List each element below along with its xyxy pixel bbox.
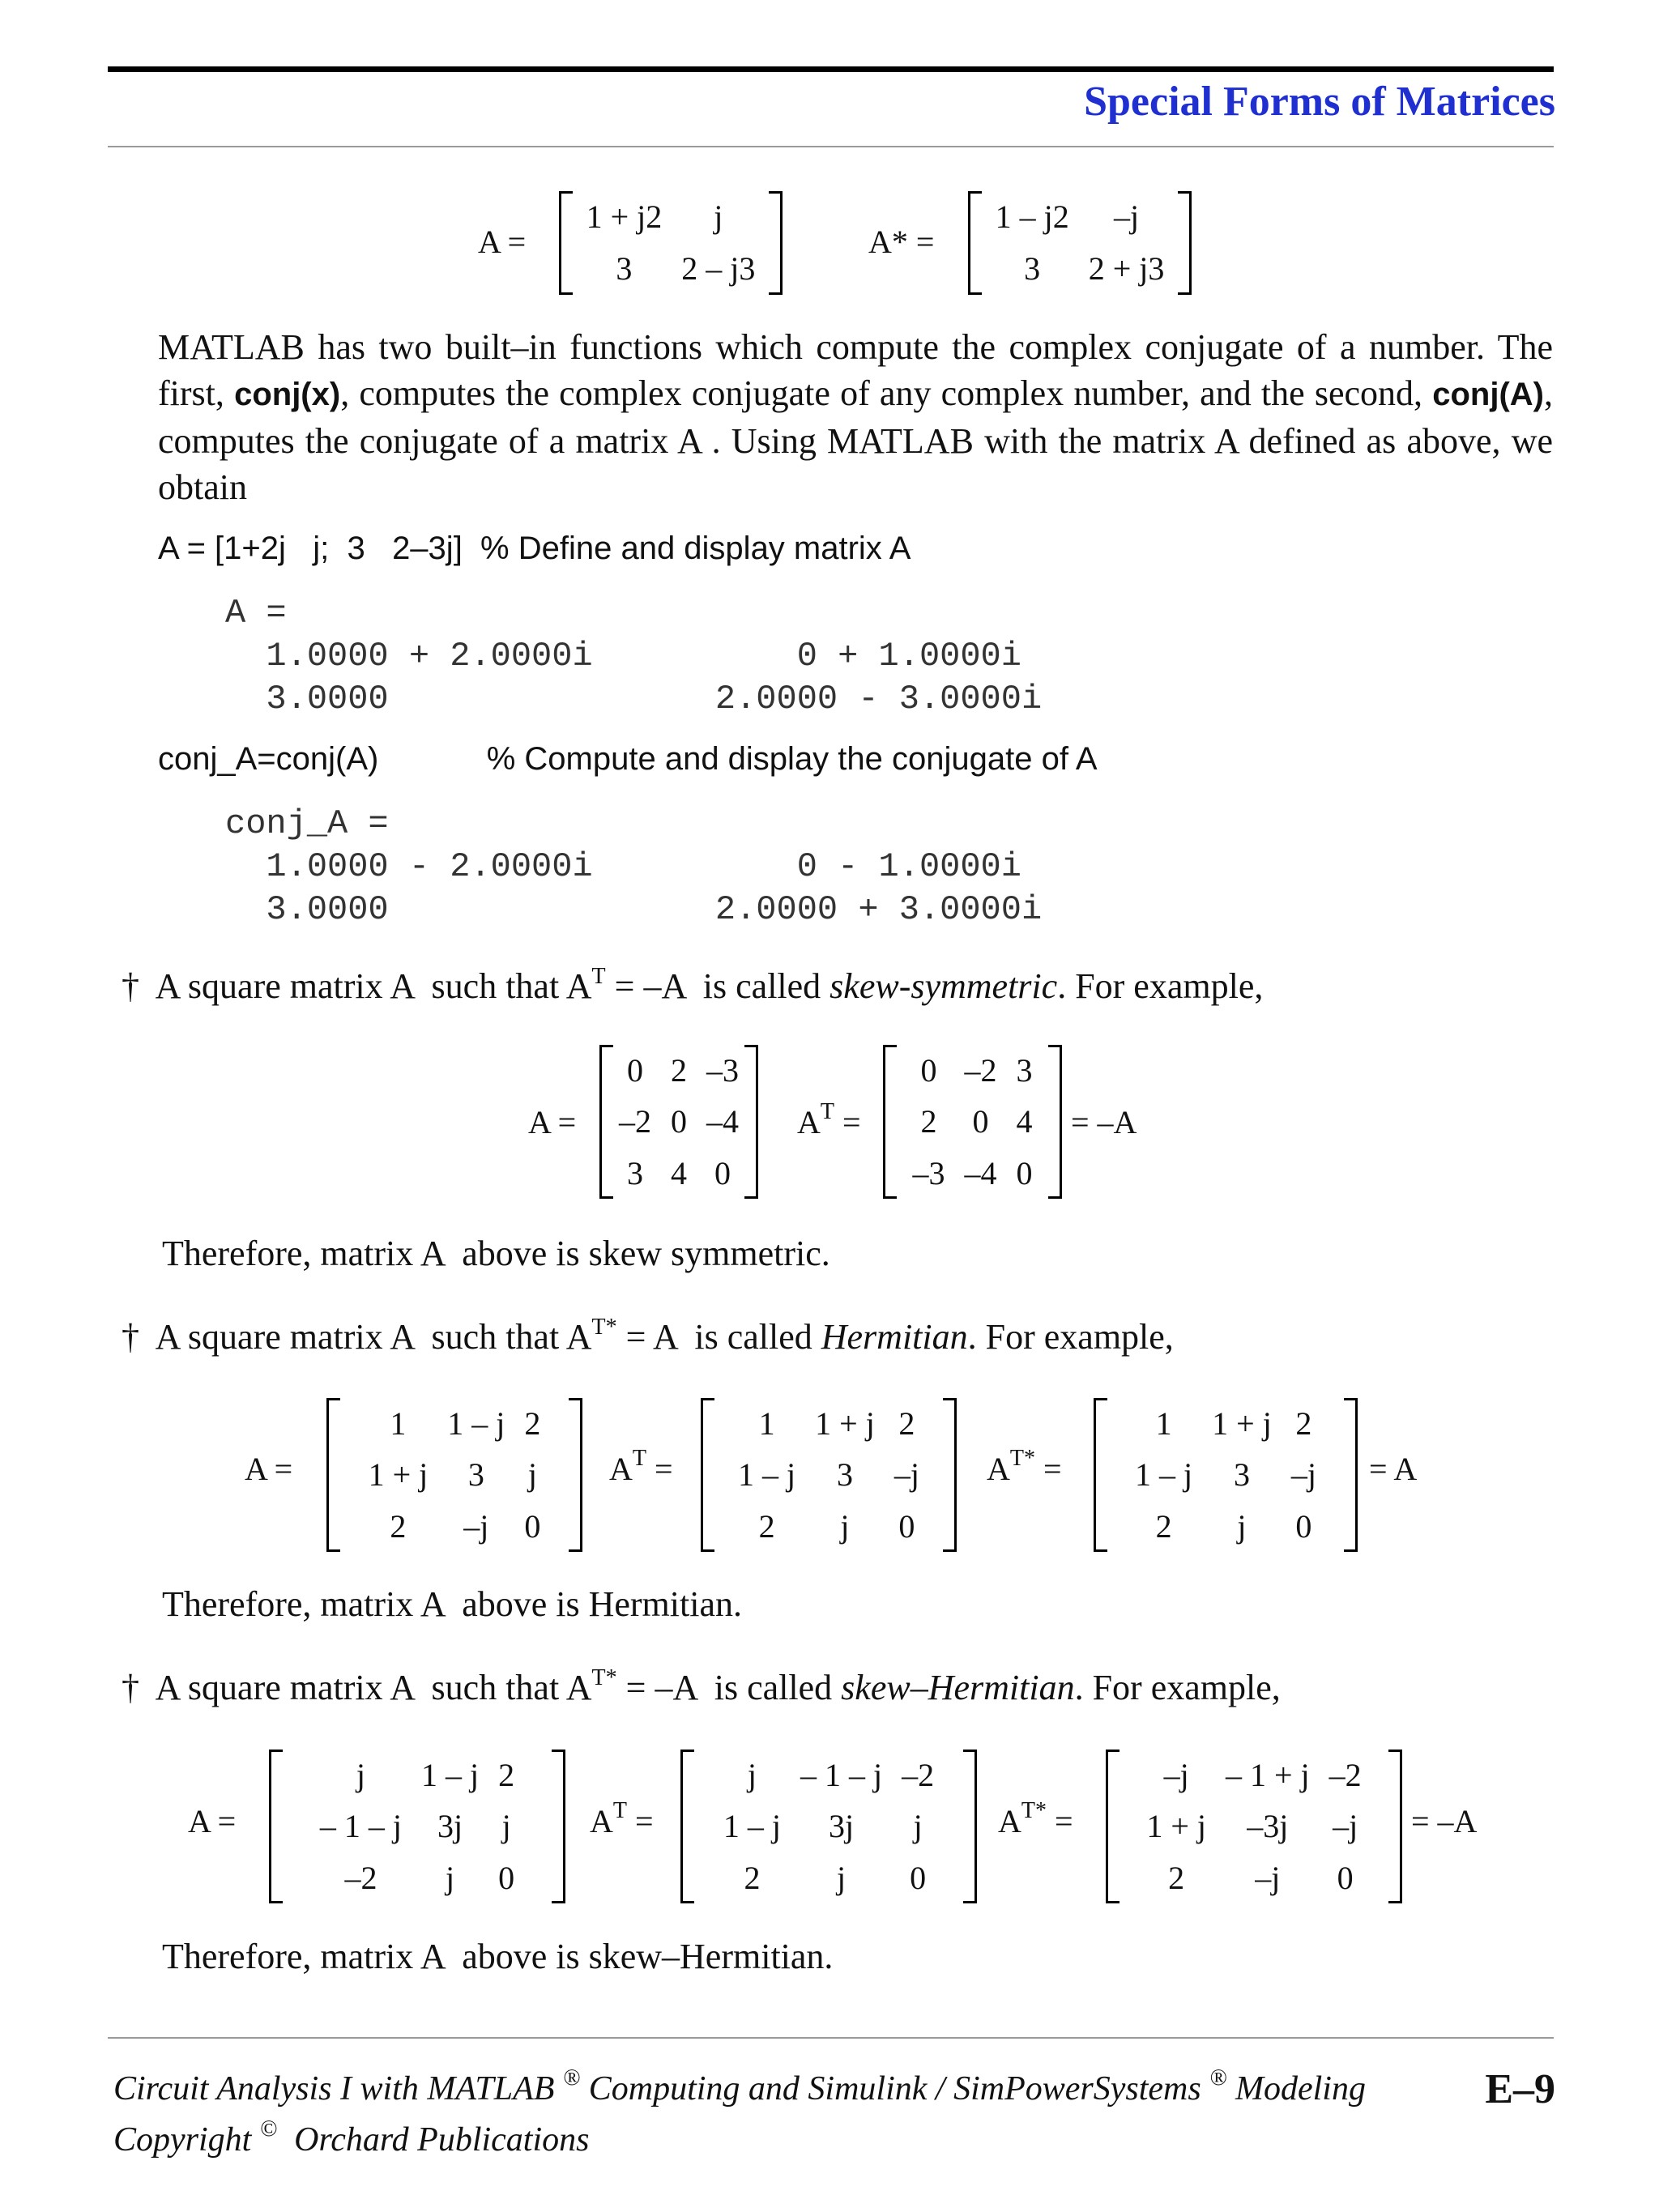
matrix-cell: j xyxy=(714,198,723,235)
matrix-cell: j xyxy=(446,1859,455,1896)
definition-text: . For example, xyxy=(1074,1668,1281,1707)
matrix xyxy=(701,1398,957,1552)
matrix-grid xyxy=(728,1398,929,1552)
matrix-row xyxy=(359,1398,551,1449)
defined-term: skew-symmetric xyxy=(830,966,1058,1006)
superscript: T* xyxy=(591,1315,617,1340)
intro-text: MATLAB has two built–in functions which compute the complex conjugate of a number. The first, xyxy=(158,327,1553,413)
matlab-output-line: 3.0000 2.0000 + 3.0000i xyxy=(225,890,1043,929)
matrix-cell: 1 – j xyxy=(447,1405,505,1442)
matrix-cell: –j xyxy=(463,1507,489,1545)
matrix-row xyxy=(310,1801,524,1852)
matlab-command: conj_A=conj(A) % Compute and display the conjugate of A xyxy=(158,741,1098,777)
definition-text: A square matrix A such that A xyxy=(155,1317,592,1357)
superscript: T* xyxy=(1009,1446,1035,1471)
matrix-grid xyxy=(1125,1398,1326,1552)
matrix-row xyxy=(1125,1501,1326,1552)
matrix-label-text: A xyxy=(590,1803,613,1839)
definition-text: . For example, xyxy=(1057,966,1264,1006)
matrix-cell: 2 xyxy=(390,1507,407,1545)
matrix-cell: 1 xyxy=(390,1405,407,1442)
header-divider xyxy=(108,146,1554,147)
matrix xyxy=(968,191,1192,295)
matrix-cell: j xyxy=(840,1507,850,1545)
matrix-row xyxy=(359,1449,551,1500)
dagger-icon: † xyxy=(122,966,139,1006)
matrix-cell: 3 xyxy=(1024,250,1041,287)
matrix-row xyxy=(903,1096,1043,1147)
matrix-cell: 0 xyxy=(498,1859,515,1896)
superscript: T* xyxy=(591,1665,617,1690)
matrix-row xyxy=(714,1801,944,1852)
defined-term: skew–Hermitian xyxy=(841,1668,1075,1707)
matrix-cell: 1 – j xyxy=(738,1456,796,1494)
definition-text: . For example, xyxy=(967,1317,1174,1357)
matrix-cell: 3 xyxy=(627,1154,643,1191)
matrix-grid xyxy=(359,1398,551,1552)
matrix-label: A* = xyxy=(868,224,935,260)
matrix-cell: 2 xyxy=(524,1405,541,1442)
footer-book-title xyxy=(113,2065,1366,2108)
matrix-row xyxy=(714,1852,944,1903)
matrix-row xyxy=(577,191,766,243)
matrix-row xyxy=(577,243,766,295)
registered-mark: ® xyxy=(1209,2065,1227,2091)
definition-text: A square matrix A such that A xyxy=(155,966,592,1006)
matrix-grid xyxy=(1137,1750,1371,1903)
matrix-result: = –A xyxy=(1071,1104,1137,1140)
matrix-row xyxy=(609,1045,748,1096)
matrix-cell: – 1 – j xyxy=(800,1757,883,1793)
footer-text: Orchard Publications xyxy=(277,2121,590,2159)
code-term: conj(x) xyxy=(234,377,341,412)
matrix-cell: j xyxy=(501,1808,511,1845)
matlab-output-line: A = xyxy=(225,594,287,633)
matrix-row xyxy=(714,1750,944,1801)
matrix-result: = A xyxy=(1369,1451,1418,1487)
matrix-grid xyxy=(714,1750,944,1903)
matrix-cell: 3j xyxy=(437,1808,463,1845)
superscript: T xyxy=(632,1446,646,1471)
matrix-row xyxy=(1137,1852,1371,1903)
matrix-cell: 0 xyxy=(671,1103,687,1140)
equals-sign: = xyxy=(1055,1803,1073,1839)
matrix-cell: 0 xyxy=(524,1507,541,1545)
matrix-cell: – 1 + j xyxy=(1226,1757,1310,1793)
footer-text: Copyright xyxy=(113,2121,252,2159)
matrix xyxy=(269,1750,565,1903)
definition-hermitian xyxy=(122,1316,1174,1357)
matrix-cell: –j xyxy=(1333,1808,1358,1845)
matrix-cell: 3 xyxy=(836,1456,853,1494)
superscript: T xyxy=(820,1099,834,1124)
matrix-cell: 1 xyxy=(758,1405,775,1442)
matrix-cell: j xyxy=(356,1757,365,1793)
matrix-cell: 1 – j2 xyxy=(995,198,1069,235)
matrix-cell: 1 – j xyxy=(1135,1456,1193,1494)
matrix-cell: –2 xyxy=(1328,1757,1362,1793)
matrix-cell: 2 xyxy=(498,1757,515,1793)
matrix-cell: 1 + j2 xyxy=(586,198,663,235)
matrix-label xyxy=(998,1798,1073,1840)
dagger-icon: † xyxy=(122,1317,139,1357)
matrix-cell: –4 xyxy=(964,1154,997,1191)
equals-sign: = xyxy=(1043,1451,1062,1487)
matrix-cell: 2 xyxy=(758,1507,775,1545)
matrix-label xyxy=(987,1446,1062,1488)
matrix-cell: 1 + j xyxy=(1146,1808,1206,1845)
matrix-cell: 3j xyxy=(829,1808,855,1845)
matrix-cell: –3 xyxy=(912,1154,945,1191)
matrix-row xyxy=(728,1398,929,1449)
matrix-grid xyxy=(903,1045,1043,1199)
intro-text: , computes the conjugate of a matrix A . Using MATLAB with the matrix A defined as above, we obtain xyxy=(158,373,1553,507)
matrix xyxy=(1094,1398,1358,1552)
matrix xyxy=(1106,1750,1402,1903)
matrix-cell: –2 xyxy=(964,1052,997,1089)
matrix-label xyxy=(609,1446,673,1488)
matrix-cell: –j xyxy=(1163,1757,1189,1793)
matlab-command: A = [1+2j j; 3 2–3j] % Define and display matrix A xyxy=(158,531,911,566)
footer-text: Modeling xyxy=(1226,2070,1366,2108)
definition-text: A square matrix A such that A xyxy=(155,1668,592,1707)
equals-sign: = xyxy=(635,1803,654,1839)
matrix xyxy=(559,191,783,295)
matrix-row xyxy=(986,191,1175,243)
matrix-cell: 1 + j xyxy=(1212,1405,1272,1442)
matrix-cell: j xyxy=(837,1859,847,1896)
matrix-cell: 0 xyxy=(972,1103,989,1140)
matrix-cell: –4 xyxy=(706,1103,739,1140)
matrix-cell: 2 xyxy=(671,1052,687,1089)
matrix-cell: 2 xyxy=(744,1859,761,1896)
matrix-cell: –j xyxy=(1113,198,1140,235)
matrix-cell: 0 xyxy=(1295,1507,1312,1545)
dagger-icon: † xyxy=(122,1668,139,1707)
matrix-cell: 1 – j xyxy=(421,1757,480,1793)
matrix-cell: 1 – j xyxy=(723,1808,781,1845)
matrix-grid xyxy=(310,1750,524,1903)
conclusion: Therefore, matrix A above is Hermitian. xyxy=(162,1584,742,1624)
matrix-row xyxy=(609,1148,748,1199)
matrix-cell: –2 xyxy=(344,1859,377,1896)
matrix xyxy=(326,1398,582,1552)
matrix-row xyxy=(310,1750,524,1801)
matlab-output-line: conj_A = xyxy=(225,804,389,843)
matrix-cell: 2 xyxy=(1168,1859,1185,1896)
matrix-cell: j xyxy=(1237,1507,1247,1545)
matrix-grid xyxy=(986,191,1175,295)
matrix-cell: –j xyxy=(1255,1859,1281,1896)
matrix-row xyxy=(728,1449,929,1500)
page-title: Special Forms of Matrices xyxy=(1084,79,1555,125)
header-rule xyxy=(108,66,1554,72)
matrix-cell: 0 xyxy=(910,1859,927,1896)
matrix-cell: –j xyxy=(893,1456,919,1494)
matrix-cell: 0 xyxy=(920,1052,937,1089)
footer-copyright xyxy=(113,2116,590,2159)
footer-divider xyxy=(108,2037,1554,2039)
matrix-cell: 0 xyxy=(1337,1859,1354,1896)
page-number: E–9 xyxy=(1485,2066,1555,2112)
matrix-cell: – 1 – j xyxy=(319,1808,402,1845)
matrix-result: = –A xyxy=(1411,1803,1478,1839)
matrix-cell: –2 xyxy=(902,1757,935,1793)
matrix-cell: 0 xyxy=(898,1507,915,1545)
matrix-cell: 4 xyxy=(671,1154,687,1191)
matrix-row xyxy=(728,1501,929,1552)
matrix-cell: 2 xyxy=(920,1103,937,1140)
matrix-label: A = xyxy=(188,1803,237,1839)
matrix-cell: 3 xyxy=(467,1456,484,1494)
definition-text: = A is called xyxy=(616,1317,821,1357)
matrix-cell: –2 xyxy=(619,1103,651,1140)
matrix-cell: 1 xyxy=(1155,1405,1172,1442)
intro-text: , computes the complex conjugate of any complex number, and the second, xyxy=(340,373,1433,413)
conclusion: Therefore, matrix A above is skew–Hermitian. xyxy=(162,1937,834,1976)
matrix-cell: 3 xyxy=(1016,1052,1033,1089)
copyright-mark: © xyxy=(259,2116,278,2142)
matrix-grid xyxy=(609,1045,748,1199)
matrix-label: A = xyxy=(478,224,527,260)
conclusion: Therefore, matrix A above is skew symmetric. xyxy=(162,1234,830,1273)
code-term: conj(A) xyxy=(1432,377,1544,412)
definition-skew-symmetric xyxy=(122,965,1263,1007)
registered-mark: ® xyxy=(562,2065,581,2091)
matrix-row xyxy=(1137,1750,1371,1801)
matrix-cell: j xyxy=(527,1456,537,1494)
equals-sign: = xyxy=(655,1451,673,1487)
matrix-cell: 4 xyxy=(1016,1103,1033,1140)
matrix-label-text: A xyxy=(987,1451,1010,1487)
matlab-output-line: 1.0000 - 2.0000i 0 - 1.0000i xyxy=(225,847,1021,886)
intro-paragraph xyxy=(158,324,1553,510)
matrix-cell: 2 + j3 xyxy=(1088,250,1165,287)
matrix-grid xyxy=(577,191,766,295)
matrix-cell: 3 xyxy=(616,250,633,287)
matrix-row xyxy=(1125,1398,1326,1449)
matrix-row xyxy=(1137,1801,1371,1852)
matrix-cell: 2 xyxy=(898,1405,915,1442)
superscript: T* xyxy=(1021,1798,1047,1823)
matrix-label-text: A xyxy=(998,1803,1021,1839)
defined-term: Hermitian xyxy=(821,1317,968,1357)
matrix-cell: 2 xyxy=(1155,1507,1172,1545)
matrix-row xyxy=(986,243,1175,295)
matrix-cell: –3 xyxy=(706,1052,739,1089)
equals-sign: = xyxy=(842,1104,861,1140)
superscript: T xyxy=(612,1798,627,1823)
matrix-label-text: A xyxy=(609,1451,633,1487)
matrix-row xyxy=(609,1096,748,1147)
matrix-row xyxy=(310,1852,524,1903)
matrix-cell: 0 xyxy=(714,1154,731,1191)
definition-text: = –A is called xyxy=(616,1668,842,1707)
matrix-cell: –j xyxy=(1290,1456,1316,1494)
matrix-row xyxy=(1125,1449,1326,1500)
definition-text: = –A is called xyxy=(605,966,830,1006)
matrix-label xyxy=(797,1099,861,1141)
matrix-label xyxy=(590,1798,654,1840)
matrix-row xyxy=(903,1148,1043,1199)
matrix-cell: 2 – j3 xyxy=(681,250,756,287)
matrix xyxy=(599,1045,758,1199)
matlab-output-line: 3.0000 2.0000 - 3.0000i xyxy=(225,680,1043,718)
matrix-cell: 2 xyxy=(1295,1405,1312,1442)
matrix-row xyxy=(903,1045,1043,1096)
footer-text: Computing and Simulink / SimPowerSystems xyxy=(580,2070,1201,2108)
matrix-cell: 1 + j xyxy=(368,1456,429,1494)
footer-text: Circuit Analysis I with MATLAB xyxy=(113,2070,555,2108)
matrix-cell: –3j xyxy=(1247,1808,1289,1845)
definition-skew-hermitian xyxy=(122,1667,1281,1708)
matlab-output-line: 1.0000 + 2.0000i 0 + 1.0000i xyxy=(225,637,1021,676)
matrix-cell: 3 xyxy=(1233,1456,1250,1494)
matrix-label-text: A xyxy=(797,1104,821,1140)
matrix-cell: 0 xyxy=(627,1052,643,1089)
matrix-cell: j xyxy=(747,1757,757,1793)
matrix xyxy=(883,1045,1062,1199)
matrix-label: A = xyxy=(528,1104,577,1140)
matrix xyxy=(680,1750,977,1903)
matrix-cell: 0 xyxy=(1016,1154,1033,1191)
superscript: T xyxy=(591,964,606,989)
matrix-row xyxy=(359,1501,551,1552)
matrix-cell: 1 + j xyxy=(815,1405,875,1442)
matrix-label: A = xyxy=(245,1451,293,1487)
matrix-cell: j xyxy=(913,1808,923,1845)
